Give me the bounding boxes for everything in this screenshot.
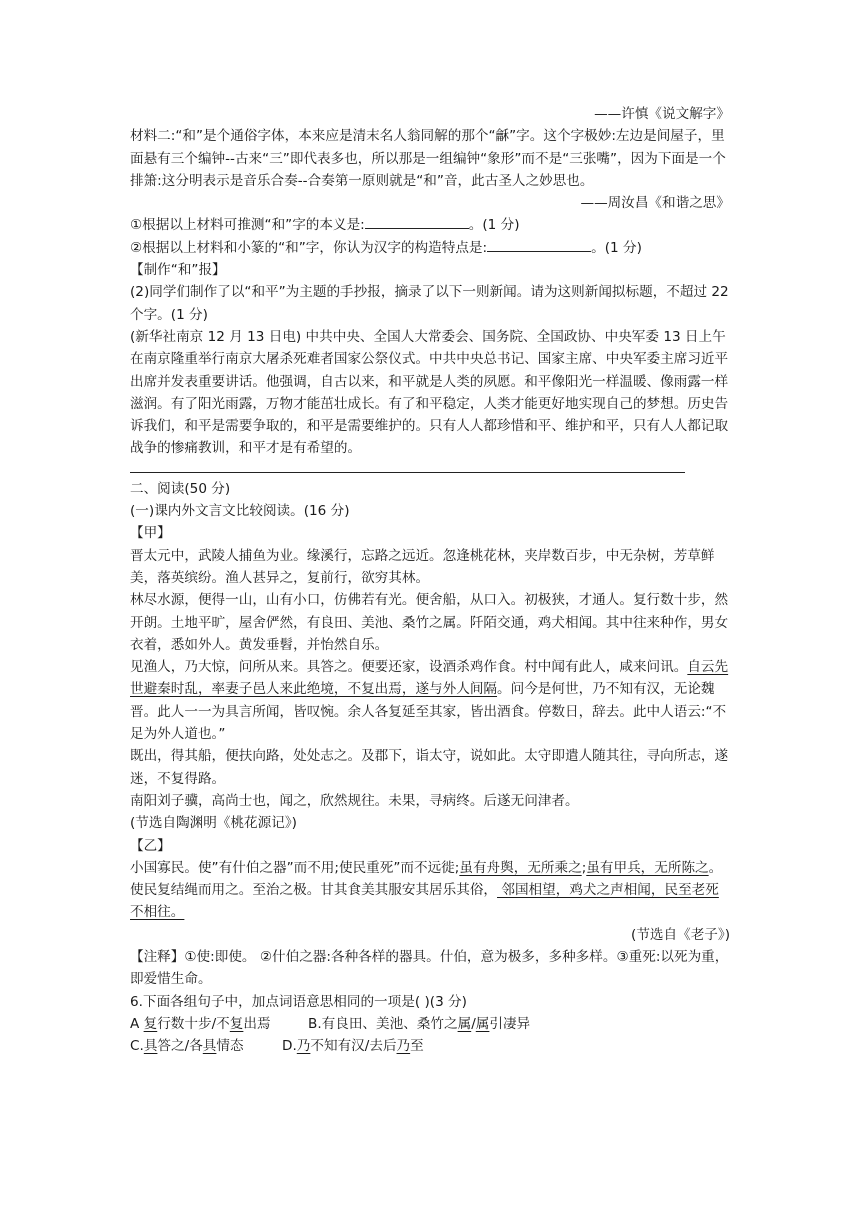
question-1a-prompt: ①根据以上材料可推测“和”字的本义是: — [130, 217, 365, 234]
yi-source: (节选自《老子》) — [631, 926, 730, 943]
option-c[interactable]: C.具答之/各具情态 — [130, 1038, 244, 1055]
jia-paragraph-5: 南阳刘子骥，高尚士也，闻之，欣然规往。未果，寻病终。后遂无问津者。 — [130, 792, 579, 809]
material2-text: 材料二:“和”是个通俗字体，本来应是清末名人翁同解的那个“龢”字。这个字极妙:左边是间屋子，里面悬有三个编钟--古来“三”即代表多也，所以那是一组编钟“象形”而不是“三张嘴”，因为下面是一个排箫:这分明表示是音乐合奏--合奏第一原则就是“和”音，此古圣人之妙思也。 — [130, 128, 726, 189]
question-1b-score: 。(1 分) — [591, 239, 642, 256]
option-a[interactable]: A 复行数十步/不复出焉 — [130, 1015, 271, 1032]
yi-text-1: 小国寡民。使”有什伯之器”而不用;使民重死”而不远徙; — [130, 859, 460, 876]
jia-label: 【甲】 — [130, 525, 171, 542]
jia-paragraph-4: 既出，得其船，便扶向路，处处志之。及郡下，诣太守，说如此。太守即遣人随其往，寻向所志，遂迷，不复得路。 — [130, 748, 729, 787]
option-a-keyword-2: 复 — [229, 1015, 244, 1032]
jia-paragraph-3-end: 。问今是何世，乃不知有汉，无论魏晋。此人一一为具言所闻，皆叹惋。余人各复延至其家，皆出酒食。停数日，辞去。此中人语云:“不足为外人道也。” — [130, 681, 727, 743]
document-content — [130, 103, 730, 1057]
yi-label: 【乙】 — [130, 837, 171, 854]
question-6-options-ab — [130, 1013, 730, 1035]
annotation-note: 【注释】①使:即使。 ②什伯之器:各种各样的器具。什伯，意为极多，多种多样。③重死:以死为重，即爱惜生命。 — [130, 948, 729, 988]
option-d-keyword-1: 乃 — [296, 1038, 311, 1055]
yi-text-2: ; — [581, 859, 587, 876]
yi-text-3: 。使民复结绳而用之。至治之极。甘其食美其服安其居乐其俗， — [130, 859, 723, 899]
question-1a — [130, 214, 730, 236]
jia-paragraph-3 — [130, 656, 730, 745]
option-d[interactable]: D.乃不知有汉/去后乃至 — [282, 1038, 424, 1055]
question-6-options-cd — [130, 1035, 730, 1057]
jia-paragraph-1: 晋太元中，武陵人捕鱼为业。缘溪行，忘路之远近。忽逢桃花林，夹岸数百步，中无杂树，芳草鲜美，落英缤纷。渔人甚异之，复前行，欲穷其林。 — [130, 547, 715, 586]
option-b[interactable]: B.有良田、美池、桑竹之属/属引凄异 — [308, 1015, 531, 1032]
answer-line-2[interactable] — [130, 460, 685, 473]
jia-paragraph-3-start: 见渔人，乃大惊，问所从来。具答之。便要还家，设酒杀鸡作食。村中闻有此人，咸来问讯。 — [130, 659, 688, 676]
question-1b — [130, 237, 730, 259]
question-1b-prompt: ②根据以上材料和小篆的“和”字，你认为汉字的构造特点是: — [130, 239, 488, 256]
section-make-heading: 【制作“和”报】 — [130, 262, 226, 279]
jia-paragraph-2: 林尽水源，便得一山，山有小口，仿佛若有光。便舍船，从口入。初极狭，才通人。复行数十步，然开朗。土地平旷，屋舍俨然，有良田、美池、桑竹之属。阡陌交通，鸡犬相闻。其中往来种作，男女衣着，悉如外人。黄发垂髫，并怡然自乐。 — [130, 592, 729, 653]
answer-blank-1a[interactable] — [365, 214, 469, 229]
option-a-keyword-1: 复 — [143, 1015, 158, 1032]
option-c-keyword-2: 具 — [202, 1038, 217, 1055]
yi-underlined-2: 虽有甲兵，无所陈之 — [586, 859, 709, 876]
reading-subtitle: (一)课内外文言文比较阅读。(16 分) — [130, 503, 350, 520]
question-2-prompt: (2)同学们制作了以“和平”为主题的手抄报，摘录了以下一则新闻。请为这则新闻拟标题，不超过 22 个字。(1 分) — [130, 284, 729, 323]
option-b-keyword-1: 属 — [457, 1015, 472, 1032]
option-c-keyword-1: 具 — [143, 1038, 158, 1055]
jia-underlined-sentence: 自云先世避秦时乱，率妻子邑人来此绝境，不复出焉，遂与外人间隔 — [130, 659, 729, 698]
yi-underlined-3: 邻国相望，鸡犬之声相闻，民至老死不相往。 — [130, 882, 719, 921]
option-d-keyword-2: 乃 — [396, 1038, 411, 1055]
news-text: (新华社南京 12 月 13 日电) 中共中央、全国人大常委会、国务院、全国政协、中央军委 13 日上午在南京隆重举行南京大屠杀死难者国家公祭仪式。中共中央总书记、国家主席、中央军委主席习近平出席并发表重要讲话。他强调，自古以来，和平就是人类的夙愿。和平像阳光一样温暖、像雨露一样滋润。有了阳光雨露，万物才能茁壮成长。有了和平稳定，人类才能更好地实现自己的梦想。历史告诉我们，和平是需要争取的，和平是需要维护的。只有人人都珍惜和平、维护和平，只有人人都记取战争的惨痛教训，和平才是有希望的。 — [130, 328, 729, 457]
yi-underlined-1: 虽有舟舆，无所乘之 — [459, 859, 582, 876]
question-6-stem: 6.下面各组句子中，加点词语意思相同的一项是( )(3 分) — [130, 993, 467, 1010]
jia-source: (节选自陶渊明《桃花源记》) — [130, 815, 297, 832]
option-b-keyword-2: 属 — [475, 1015, 490, 1032]
reading-title: 二、阅读(50 分) — [130, 480, 231, 497]
answer-blank-1b[interactable] — [487, 237, 591, 252]
yi-paragraph — [130, 857, 730, 924]
question-1a-score: 。(1 分) — [468, 217, 520, 234]
material2-source: ——周汝昌《和谐之思》 — [580, 195, 730, 212]
material1-source: ——许慎《说文解字》 — [594, 106, 730, 122]
